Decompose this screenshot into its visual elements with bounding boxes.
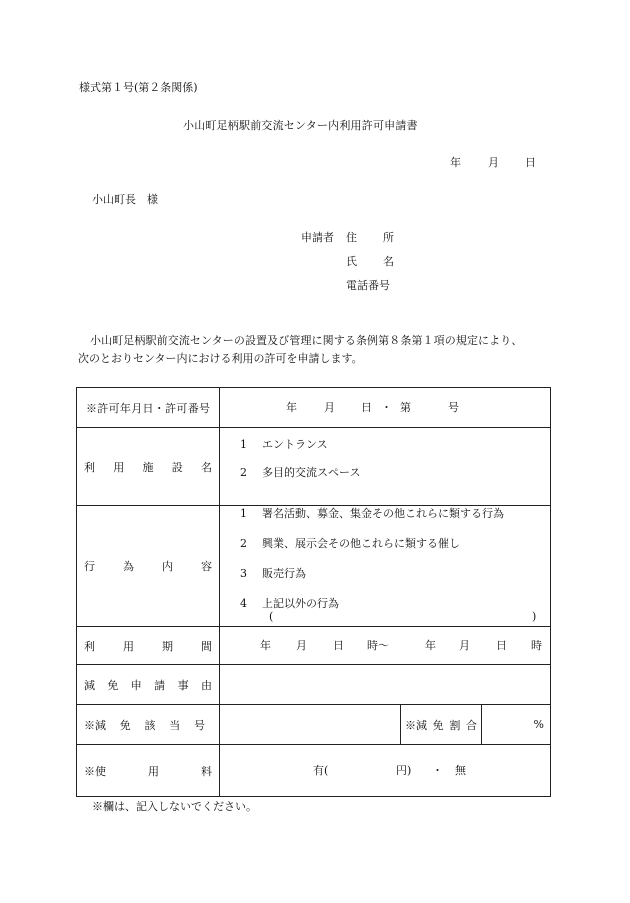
document-title: 小山町足柄駅前交流センター内利用許可申請書 bbox=[183, 119, 418, 132]
exemption-reason-label bbox=[77, 677, 219, 693]
permit-number-suffix: 号 bbox=[448, 400, 459, 414]
label-char: 設 bbox=[171, 460, 183, 474]
label-char: 合 bbox=[465, 718, 477, 732]
period-from-year: 年 bbox=[260, 638, 271, 652]
label-char: 該 bbox=[144, 718, 156, 732]
label-char: 号 bbox=[194, 718, 205, 732]
form-number: 様式第１号(第２条関係) bbox=[79, 81, 198, 94]
applicant-address-label bbox=[346, 231, 394, 245]
label-char: 用 bbox=[113, 460, 125, 474]
exemption-reason-label-cell bbox=[77, 665, 220, 705]
label-char: 所 bbox=[383, 231, 394, 244]
label-char: 行 bbox=[84, 560, 95, 573]
permit-row bbox=[77, 388, 551, 428]
label-char: 由 bbox=[200, 678, 212, 692]
exemption-sub-cell bbox=[220, 705, 551, 745]
label-char: 免 bbox=[107, 678, 119, 692]
period-from-day: 日 bbox=[333, 638, 344, 652]
label-char: 内 bbox=[162, 560, 173, 573]
exemption-number-label-cell bbox=[77, 705, 220, 745]
period-label bbox=[77, 638, 219, 654]
fee-no-label: 無 bbox=[455, 763, 466, 777]
activity-options-cell[interactable] bbox=[220, 506, 551, 627]
exemption-number-label bbox=[77, 717, 219, 733]
label-char: 住 bbox=[346, 231, 357, 244]
permit-value-cell[interactable] bbox=[220, 388, 551, 428]
facility-label bbox=[77, 459, 219, 475]
applicant-label: 申請者 bbox=[301, 231, 334, 244]
facility-options-cell[interactable] bbox=[220, 428, 551, 506]
label-char: 免 bbox=[119, 718, 131, 732]
date-month-label: 月 bbox=[488, 156, 499, 169]
period-from-month: 月 bbox=[296, 638, 307, 652]
percent-sign: % bbox=[533, 718, 544, 731]
period-to-month: 月 bbox=[459, 638, 470, 652]
period-to-hour: 時 bbox=[531, 638, 542, 652]
label-char: 間 bbox=[201, 639, 212, 653]
exemption-reason-row bbox=[77, 665, 551, 705]
label-char: 料 bbox=[201, 764, 212, 778]
fee-label bbox=[77, 763, 219, 779]
label-char: 利 bbox=[84, 639, 95, 653]
facility-option-multipurpose-space: 多目的交流スペース bbox=[262, 465, 361, 479]
intro-line-2: 次のとおりセンター内における利用の許可を申請します。 bbox=[78, 352, 363, 365]
applicant-name-label bbox=[346, 255, 394, 269]
facility-label-cell bbox=[77, 428, 220, 506]
permit-year: 年 bbox=[286, 400, 297, 414]
facility-row bbox=[77, 428, 551, 506]
period-value-cell[interactable] bbox=[220, 627, 551, 665]
activity-option-signature-fundraising: 署名活動、募金、集金その他これらに類する行為 bbox=[262, 507, 504, 520]
fee-row bbox=[77, 745, 551, 797]
label-char: 容 bbox=[201, 560, 212, 573]
label-char: 減 bbox=[84, 678, 95, 692]
label-char: 割 bbox=[449, 718, 461, 732]
activity-label-cell bbox=[77, 506, 220, 627]
label-char: 請 bbox=[154, 678, 166, 692]
addressee: 小山町長 様 bbox=[92, 193, 158, 206]
period-label-cell bbox=[77, 627, 220, 665]
label-char: 名 bbox=[383, 255, 394, 268]
activity-option-num: 4 bbox=[240, 597, 247, 610]
permit-day: 日 bbox=[361, 400, 372, 414]
period-from-hour: 時〜 bbox=[367, 638, 389, 652]
label-char: 利 bbox=[84, 460, 95, 474]
activity-option-other: 上記以外の行為 bbox=[262, 597, 339, 610]
label-char: ※使 bbox=[84, 764, 106, 778]
exemption-reason-value-cell[interactable] bbox=[220, 665, 551, 705]
permit-number-prefix: 第 bbox=[400, 400, 411, 414]
fee-dot: ・ bbox=[432, 763, 443, 777]
activity-option-num: 3 bbox=[240, 567, 247, 580]
exemption-rate-label bbox=[401, 705, 482, 744]
application-form-table bbox=[76, 387, 551, 797]
fee-yes-label: 有( bbox=[313, 763, 329, 777]
label-char: 名 bbox=[201, 460, 212, 474]
activity-other-paren-open: ( bbox=[269, 610, 274, 623]
permit-month: 月 bbox=[324, 400, 335, 414]
fee-label-cell bbox=[77, 745, 220, 797]
fee-value-cell[interactable] bbox=[220, 745, 551, 797]
activity-option-num: 1 bbox=[240, 507, 247, 520]
facility-option-num: 2 bbox=[240, 465, 247, 479]
label-char: 免 bbox=[432, 718, 444, 732]
period-to-year: 年 bbox=[425, 638, 436, 652]
footnote: ※欄は、記入しないでください。 bbox=[92, 800, 257, 813]
facility-option-num: 1 bbox=[240, 437, 247, 451]
exemption-number-value[interactable] bbox=[220, 705, 401, 744]
date-day-label: 日 bbox=[525, 156, 536, 169]
activity-other-paren-close: ) bbox=[532, 610, 537, 623]
label-char: 為 bbox=[123, 560, 134, 573]
date-year-label: 年 bbox=[450, 156, 461, 169]
applicant-phone-label: 電話番号 bbox=[346, 279, 390, 292]
label-char: 事 bbox=[177, 678, 189, 692]
fee-yen-label: 円) bbox=[396, 763, 412, 777]
permit-label-cell bbox=[77, 388, 220, 428]
permit-dot: ・ bbox=[381, 400, 392, 414]
label-char: 当 bbox=[169, 718, 181, 732]
facility-option-entrance: エントランス bbox=[262, 437, 328, 451]
label-char: 用 bbox=[148, 764, 159, 778]
label-char: 期 bbox=[162, 639, 173, 653]
label-char: 申 bbox=[130, 678, 142, 692]
label-char: ※減 bbox=[405, 718, 427, 732]
label-char: ※減 bbox=[84, 718, 106, 732]
activity-option-sales: 販売行為 bbox=[262, 567, 306, 580]
permit-label: ※許可年月日・許可番号 bbox=[86, 401, 211, 415]
activity-option-num: 2 bbox=[240, 537, 247, 550]
exemption-rate-value[interactable] bbox=[482, 705, 550, 744]
label-char: 氏 bbox=[346, 255, 357, 268]
period-to-day: 日 bbox=[496, 638, 507, 652]
activity-label bbox=[77, 558, 219, 574]
intro-line-1: 小山町足柄駅前交流センターの設置及び管理に関する条例第８条第１項の規定により、 bbox=[90, 334, 523, 347]
exemption-row bbox=[77, 705, 551, 745]
label-char: 用 bbox=[123, 639, 134, 653]
activity-row bbox=[77, 506, 551, 627]
period-row bbox=[77, 627, 551, 665]
label-char: 施 bbox=[142, 460, 154, 474]
activity-option-performance-exhibition: 興業、展示会その他これらに類する催し bbox=[262, 537, 460, 550]
